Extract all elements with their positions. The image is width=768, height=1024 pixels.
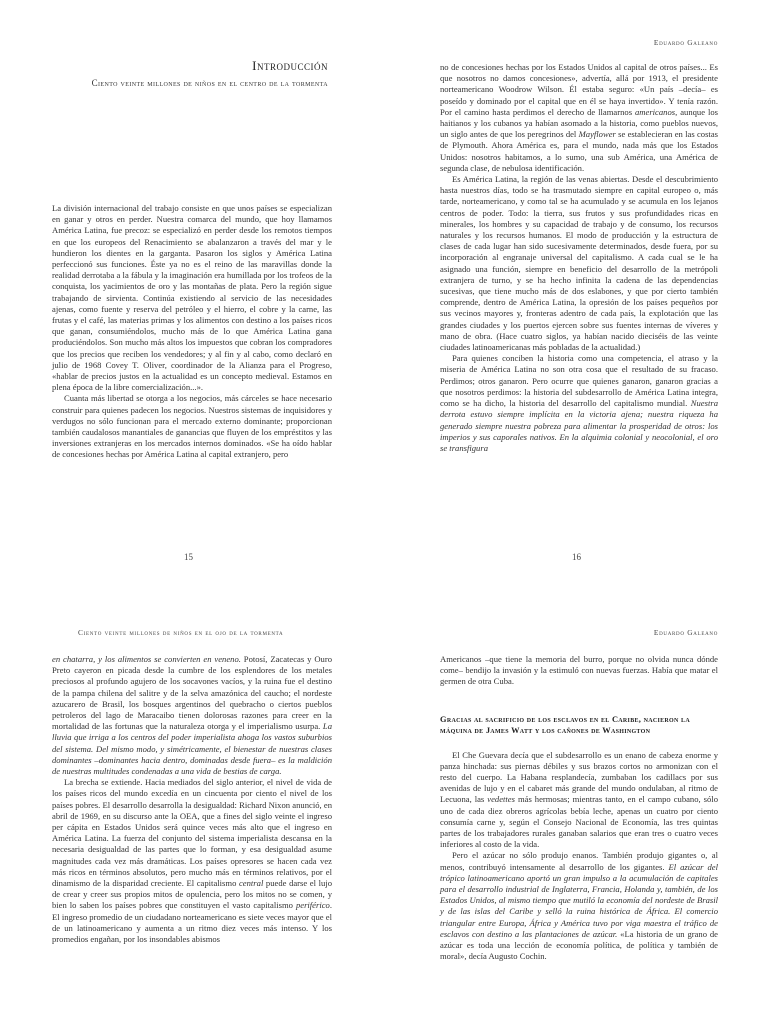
paragraph: en chatarra, y los alimentos se convierten en veneno. Potosí, Zacatecas y Ouro Preto cayeron en picada desde la cumbre de los esplendores de los metales preciosos al profundo agujero de los socavones vacíos, y la ruina fue el destino de la pampa chilena del salitre y de la selva amazónica del caucho; el nordeste azucarero de Brasil, los bosques argentinos del quebracho o ciertos pueblos petroleros del lago de Maracaibo tienen dolorosas razones para creer en la mortalidad de las fortunas que la naturaleza otorga y el imperialismo usurpa. La lluvia que irriga a los centros del poder imperialista ahoga los vastos suburbios del sistema. Del mismo modo, y simétricamente, el bienestar de nuestras clases dominantes –dominantes hacia dentro, dominadas desde fuera– es la maldición de nuestras multitudes condenadas a una vida de bestias de carga. (52, 654, 332, 777)
running-header: Ciento veinte millones de niños en el ojo de la tormenta (78, 628, 284, 637)
page-number: 15 (184, 552, 193, 562)
page-15 (0, 0, 384, 562)
page-17 (0, 512, 384, 1024)
page-15-body (52, 203, 332, 461)
chapter-subtitle: Ciento veinte millones de niños en el centro de la tormenta (91, 78, 328, 88)
chapter-title: Introducción (252, 58, 328, 73)
running-header: Eduardo Galeano (653, 628, 718, 637)
paragraph: La brecha se extiende. Hacia mediados del siglo anterior, el nivel de vida de los países ricos del mundo excedía en un cincuenta por ciento el nivel de los países pobres. El desarrollo desarrolla la desigualdad: Richard Nixon anunció, en abril de 1969, en su discurso ante la OEA, que a fines del siglo veinte el ingreso per cápita en Estados Unidos será quince veces más alto que el ingreso en América Latina. La fuerza del conjunto del sistema imperialista descansa en la necesaria desigualdad de las partes que lo forman, y esa desigualdad asume magnitudes cada vez más dramáticas. Los países opresores se hacen cada vez más ricos en términos absolutos, pero mucho más en términos relativos, por el dinamismo de la disparidad creciente. El capitalismo central puede darse el lujo de crear y creer sus propios mitos de opulencia, pero los mitos no se comen, y bien lo saben los países pobres que constituyen el vasto capitalismo periférico. El ingreso promedio de un ciudadano norteamericano es siete veces mayor que el de un latinoamericano y aumenta a un ritmo diez veces más intenso. Y los promedios engañan, por los insondables abismos (52, 777, 332, 945)
page-18 (384, 512, 768, 1024)
paragraph: Es América Latina, la región de las venas abiertas. Desde el descubrimiento hasta nuestros días, todo se ha trasmutado siempre en capital europeo o, más tarde, norteamericano, y como tal se ha acumulado y se acumula en los lejanos centros de poder. Todo: la tierra, sus frutos y sus profundidades ricas en minerales, los hombres y su capacidad de trabajo y de consumo, los recursos naturales y los recursos humanos. El modo de producción y la estructura de clases de cada lugar han sido sucesivamente determinados, desde fuera, por su incorporación al engranaje universal del capitalismo. A cada cual se le ha asignado una función, siempre en beneficio del desarrollo de la metrópoli extranjera de turno, y se ha hecho infinita la cadena de las dependencias sucesivas, que tiene mucho más de dos eslabones, y que por cierto también comprende, dentro de América Latina, la opresión de los países pequeños por sus vecinos mayores y, fronteras adentro de cada país, la explotación que las grandes ciudades y los puertos ejercen sobre sus fuentes internas de víveres y mano de obra. (Hace cuatro siglos, ya habían nacido dieciséis de las veinte ciudades latinoamericanas más pobladas de la actualidad.) (440, 174, 718, 353)
paragraph: Cuanta más libertad se otorga a los negocios, más cárceles se hace necesario construir para quienes padecen los negocios. Nuestros sistemas de inquisidores y verdugos no sólo funcionan para el mercado externo dominante; proporcionan también caudalosos manantiales de ganancias que fluyen de los empréstitos y las inversiones extranjeras en los mercados internos dominados. «Se ha oído hablar de concesiones hechas por América Latina al capital extranjero, pero (52, 393, 332, 460)
paragraph: El Che Guevara decía que el subdesarrollo es un enano de cabeza enorme y panza hinchada: sus piernas débiles y sus brazos cortos no armonizan con el resto del cuerpo. La Habana resplandecía, zumbaban los cadillacs por sus avenidas de lujo y en el cabaret más grande del mundo ondulaban, al ritmo de Lecuona, las vedettes más hermosas; mientras tanto, en el campo cubano, sólo uno de cada diez obreros agrícolas bebía leche, apenas un cuatro por ciento consumía carne y, según el Consejo Nacional de Economía, las tres quintas partes de los trabajadores rurales ganaban salarios que eran tres o cuatro veces inferiores al costo de la vida. (440, 749, 718, 850)
paragraph: Americanos –que tiene la memoria del burro, porque no olvida nunca dónde come– bendijo la invasión y la estimuló con nuevas fuerzas. Había que matar el germen de otra Cuba. (440, 654, 718, 687)
page-17-body (52, 654, 332, 945)
paragraph: no de concesiones hechas por los Estados Unidos al capital de otros países... Es que nosotros no damos concesiones», advertía, allá por 1913, el presidente norteamericano Woodrow Wilson. Él estaba seguro: «Un país –decía– es poseído y dominado por el capital que en él se haya invertido». Y tenía razón. Por el camino hasta perdimos el derecho de llamarnos americanos, aunque los haitianos y los cubanos ya habían asomado a la historia, como pueblos nuevos, un siglo antes de que los peregrinos del Mayflower se establecieran en las costas de Plymouth. Ahora América es, para el mundo, nada más que los Estados Unidos: nosotros habitamos, a lo sumo, una sub América, una América de segunda clase, de nebulosa identificación. (440, 62, 718, 173)
page-18-body (440, 654, 718, 962)
paragraph: Para quienes conciben la historia como una competencia, el atraso y la miseria de América Latina no son otra cosa que el resultado de su fracaso. Perdimos; otros ganaron. Pero ocurre que quienes ganaron, ganaron gracias a que nosotros perdimos: la historia del subdesarrollo de América Latina integra, como se ha dicho, la historia del desarrollo del capitalismo mundial. Nuestra derrota estuvo siempre implícita en la victoria ajena; nuestra riqueza ha generado siempre nuestra pobreza para alimentar la prosperidad de otros: los imperios y sus caporales nativos. En la alquimia colonial y neocolonial, el oro se transfigura (440, 353, 718, 453)
page-16 (384, 0, 768, 562)
running-header: Eduardo Galeano (653, 38, 718, 47)
section-title: Gracias al sacrificio de los esclavos en el Caribe, nacieron la máquina de James Watt y los cañones de Washington (440, 714, 690, 735)
paragraph: Pero el azúcar no sólo produjo enanos. También produjo gigantes o, al menos, contribuyó intensamente al desarrollo de los gigantes. El azúcar del trópico latinoamericano aportó un gran impulso a la acumulación de capitales para el desarrollo industrial de Inglaterra, Francia, Holanda y, también, de los Estados Unidos, al mismo tiempo que mutiló la economía del nordeste de Brasil y de las islas del Caribe y selló la ruina histórica de África. El comercio triangular entre Europa, África y América tuvo por viga maestra el tráfico de esclavos con destino a las plantaciones de azúcar. «La historia de un grano de azúcar es toda una lección de economía política, de política y también de moral», decía Augusto Cochin. (440, 850, 718, 962)
paragraph: La división internacional del trabajo consiste en que unos países se especializan en ganar y otros en perder. Nuestra comarca del mundo, que hoy llamamos América Latina, fue precoz: se especializó en perder desde los remotos tiempos en que los europeos del Renacimiento se abalanzaron a través del mar y le hundieron los dientes en la garganta. Pasaron los siglos y América Latina perfeccionó sus funciones. Éste ya no es el reino de las maravillas donde la realidad derrotaba a la fábula y la imaginación era humillada por los trofeos de la conquista, los yacimientos de oro y las montañas de plata. Pero la región sigue trabajando de sirvienta. Continúa existiendo al servicio de las necesidades ajenas, como fuente y reserva del petróleo y el hierro, el cobre y la carne, las frutas y el café, las materias primas y los alimentos con destino a los países ricos que ganan, consumiéndolos, mucho más de lo que América Latina gana produciéndolos. Son mucho más altos los impuestos que cobran los compradores que los precios que reciben los vendedores; y al fin y al cabo, como declaró en julio de 1968 Covey T. Oliver, coordinador de la Alianza para el Progreso, «hablar de precios justos en la actualidad es un concepto medieval. Estamos en plena época de la libre comercialización...». (52, 203, 332, 393)
page-16-body (440, 62, 718, 454)
page-number: 16 (572, 552, 581, 562)
